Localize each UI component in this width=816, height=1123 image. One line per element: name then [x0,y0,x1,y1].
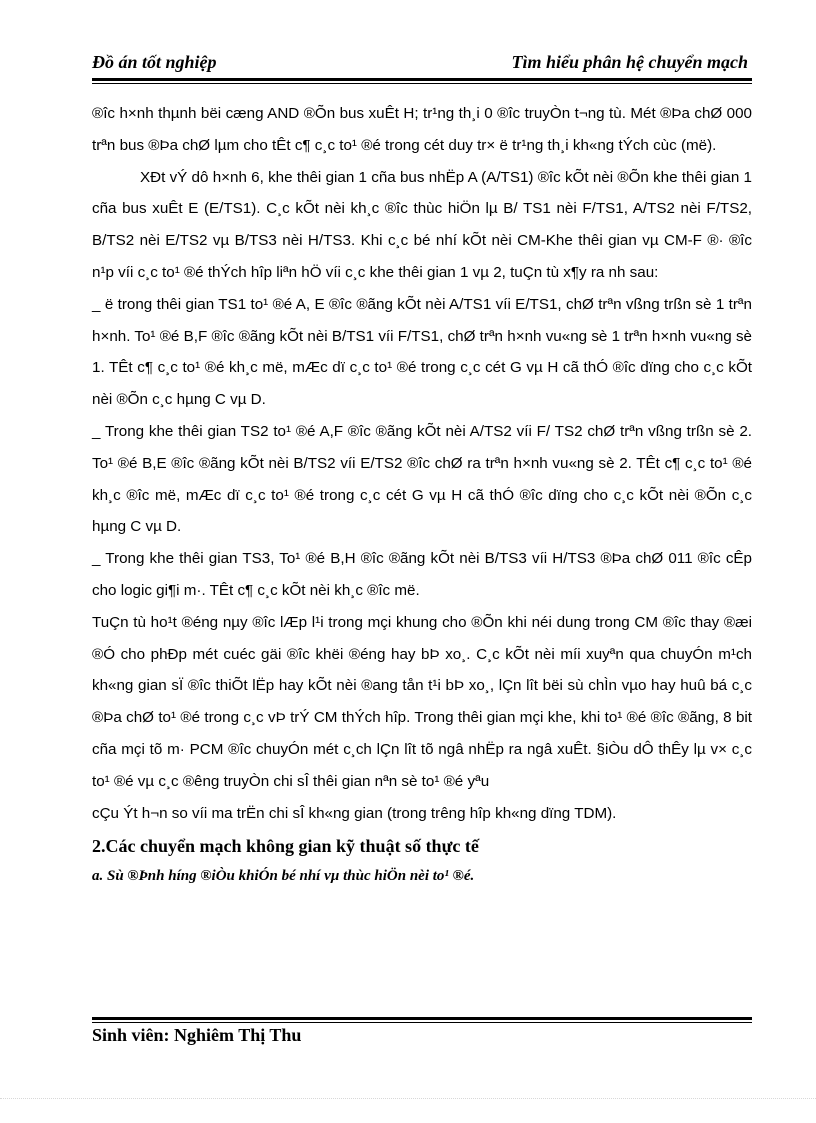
paragraph-1: ®îc h×nh thµnh bëi cæng AND ®Õn bus xuÊt H; tr¹ng th¸i 0 ®îc truyÒn t¬ng tù. Mét ®Þa chØ 000 trªn bus ®Þa chØ lµm cho tÊt c¶ c¸c to¹ ®é trong cét duy tr× ë tr¹ng th¸i kh«ng tÝch cùc (më). [92,105,752,154]
subsection-title: a. Sù ®Þnh híng ®iÒu khiÓn bé nhí vµ thùc hiÖn nèi to¹ ®é. [92,868,475,885]
footer-student-name: Sinh viên: Nghiêm Thị Thu [92,1025,302,1045]
paragraph-7: cÇu Ýt h¬n so víi ma trËn chi sÎ kh«ng gian (trong trêng hîp kh«ng dïng TDM). [92,804,617,822]
header-left-title: Đồ án tốt nghiệp [92,52,217,72]
paragraph-4: _ Trong khe thêi gian TS2 to¹ ®é A,F ®îc ®ãng kÕt nèi A/TS2 víi F/ TS2 chØ trªn vßng trßn sè 2. To¹ ®é B,E ®îc ®ãng kÕt nèi B/TS2 víi E/TS2 ®îc chØ ra trªn h×nh vu«ng sè 2. TÊt c¶ c¸c to¹ ®é kh¸c ®îc më, mÆc dï c¸c to¹ ®é trong c¸c cét G vµ H cã thÓ ®îc dïng cho c¸c kÕt nèi ®Õn c¸c hµng C vµ D. [92,422,752,536]
footer-rule-thin [92,1022,752,1023]
footer-rule [92,1017,752,1020]
header-right-title: Tìm hiểu phân hệ chuyển mạch [511,52,748,72]
body-text [92,98,752,891]
paragraph-2: XÐt vÝ dô h×nh 6, khe thêi gian 1 cña bus nhËp A (A/TS1) ®îc kÕt nèi ®Õn khe thêi gian 1 cña bus xuÊt E (E/TS1). C¸c kÕt nèi kh¸c ®îc thùc hiÖn lµ B/ TS1 nèi F/TS1, A/TS2 nèi F/TS2, B/TS2 nèi E/TS2 vµ B/TS3 nèi H/TS3. Khi c¸c bé nhí kÕt nèi CM-Khe thêi gian vµ CM-F ®· ®îc n¹p víi c¸c to¹ ®é thÝch hîp liªn hÖ víi c¸c khe thêi gian 1 vµ 2, tuÇn tù x¶y ra nh sau: [92,168,752,281]
page-header [92,52,752,78]
header-rule [92,78,752,81]
paragraph-6: TuÇn tù ho¹t ®éng nµy ®îc lÆp l¹i trong mçi khung cho ®Õn khi néi dung trong CM ®îc thay ®æi ®Ó cho phÐp mét cuéc gäi ®îc khëi ®éng hay bÞ xo¸. C¸c kÕt nèi míi xuyªn qua chuyÓn m¹ch kh«ng gian sÏ ®îc thiÕt lËp hay kÕt nèi ®ang tån t¹i bÞ xo¸, lÇn lît bëi sù chÌn vµo hay huû bá c¸c ®Þa chØ to¹ ®é trong c¸c vÞ trÝ CM thÝch hîp. Trong thêi gian mçi khe, khi to¹ ®é ®îc ®ãng, 8 bit cña mçi tõ m· PCM ®îc chuyÓn mét c¸ch lÇn lît tõ ngâ nhËp ra ngâ xuÊt. §iÒu dÔ thÊy lµ v× c¸c to¹ ®é vµ c¸c ®êng truyÒn chi sÎ thêi gian nªn sè to¹ ®é yªu [92,613,752,790]
header-rule-thin [92,83,752,84]
section-title: 2.Các chuyển mạch không gian kỹ thuật số thực tế [92,836,479,857]
page-bottom-dotted-line [0,1098,816,1099]
paragraph-3: _ ë trong thêi gian TS1 to¹ ®é A, E ®îc ®ãng kÕt nèi A/TS1 víi E/TS1, chØ trªn vßng trßn sè 1 trªn h×nh. To¹ ®é B,F ®îc ®ãng kÕt nèi B/TS1 víi F/TS1, chØ trªn h×nh vu«ng sè 1 trªn h×nh vu«ng sè 1. TÊt c¶ c¸c to¹ ®é kh¸c më, mÆc dï c¸c to¹ ®é trong c¸c cét G vµ H cã thÓ ®îc dïng cho c¸c kÕt nèi ®Õn c¸c hµng C vµ D. [92,295,752,409]
paragraph-5: _ Trong khe thêi gian TS3, To¹ ®é B,H ®îc ®ãng kÕt nèi B/TS3 víi H/TS3 ®Þa chØ 011 ®îc cÊp cho logic gi¶i m·. TÊt c¶ c¸c kÕt nèi kh¸c ®îc më. [92,550,752,599]
